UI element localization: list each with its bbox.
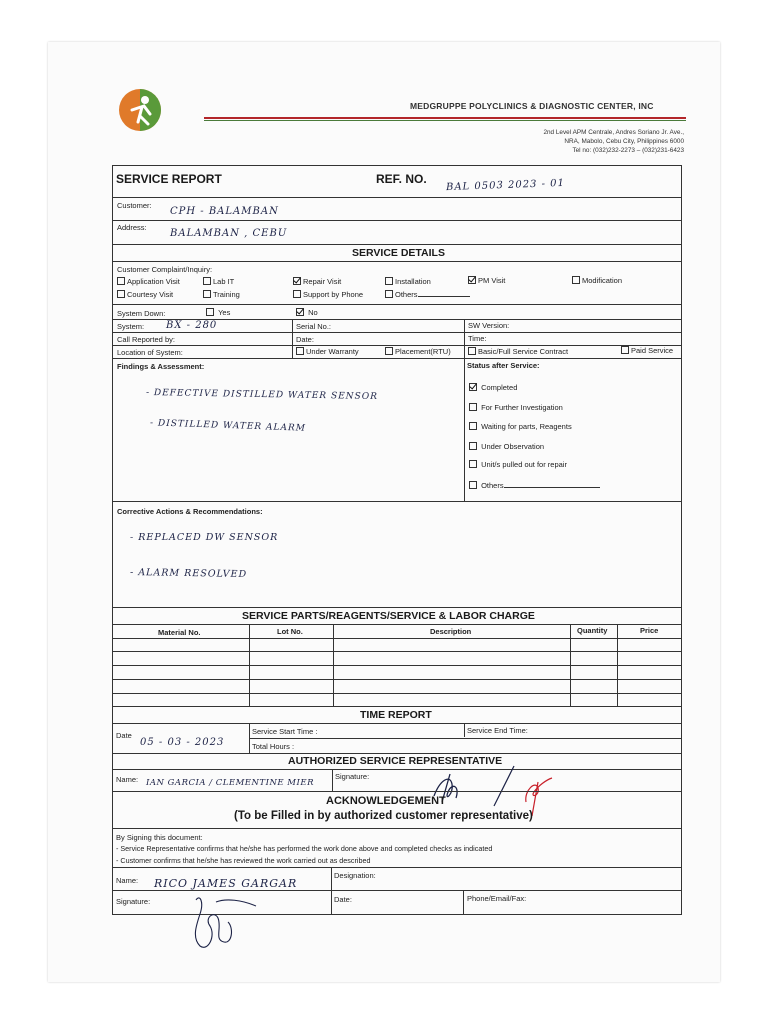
divider bbox=[112, 220, 682, 221]
opt-others[interactable]: Others bbox=[385, 290, 470, 299]
divider bbox=[112, 624, 682, 625]
system-down-label: System Down: bbox=[117, 309, 166, 318]
authorized-heading: AUTHORIZED SERVICE REPRESENTATIVE bbox=[288, 755, 503, 767]
corrective-label: Corrective Actions & Recommendations: bbox=[117, 507, 263, 516]
col-price: Price bbox=[640, 626, 659, 635]
system-down-no[interactable]: No bbox=[296, 308, 318, 317]
serial-label: Serial No.: bbox=[296, 322, 332, 331]
divider bbox=[112, 723, 682, 724]
divider bbox=[112, 197, 682, 198]
checkbox-icon bbox=[621, 346, 629, 354]
table-row bbox=[112, 651, 682, 652]
ref-no-label: REF. NO. bbox=[376, 172, 427, 186]
parts-heading: SERVICE PARTS/REAGENTS/SERVICE & LABOR CHARGE bbox=[242, 610, 535, 622]
ack-line-2: - Customer confirms that he/she has reviewed the work carried out as described bbox=[116, 856, 371, 865]
opt-support-by-phone[interactable]: Support by Phone bbox=[293, 290, 363, 299]
customer-name-value: RICO JAMES GARGAR bbox=[154, 877, 298, 890]
checkbox-icon bbox=[469, 403, 477, 411]
divider bbox=[570, 624, 571, 706]
divider bbox=[112, 501, 682, 502]
divider bbox=[331, 867, 332, 915]
status-label: Status after Service: bbox=[467, 361, 540, 370]
ack-heading: ACKNOWLEDGEMENT bbox=[326, 795, 446, 807]
table-row bbox=[112, 693, 682, 694]
divider bbox=[112, 244, 682, 245]
divider bbox=[464, 319, 465, 501]
sw-version-label: SW Version: bbox=[468, 321, 510, 330]
divider bbox=[112, 706, 682, 707]
system-down-yes[interactable]: Yes bbox=[206, 308, 230, 317]
checkbox-icon bbox=[203, 290, 211, 298]
time-report-heading: TIME REPORT bbox=[360, 709, 432, 721]
address-label: Address: bbox=[117, 223, 147, 232]
divider bbox=[112, 358, 682, 359]
findings-line-1: - DEFECTIVE DISTILLED WATER SENSOR bbox=[145, 387, 378, 403]
checkbox-icon bbox=[469, 442, 477, 450]
divider bbox=[249, 738, 682, 739]
total-hours-label: Total Hours : bbox=[252, 742, 295, 751]
checkbox-icon bbox=[296, 347, 304, 355]
divider bbox=[112, 769, 682, 770]
table-row bbox=[112, 679, 682, 680]
status-waiting-parts[interactable]: Waiting for parts, Reagents bbox=[469, 422, 572, 431]
col-lot-no: Lot No. bbox=[277, 627, 303, 636]
checkbox-icon bbox=[117, 290, 125, 298]
opt-repair-visit[interactable]: Repair Visit bbox=[293, 277, 341, 286]
col-description: Description bbox=[430, 627, 472, 636]
checkbox-icon bbox=[385, 290, 393, 298]
divider bbox=[464, 723, 465, 737]
rep-name-label: Name: bbox=[116, 775, 139, 784]
divider bbox=[249, 624, 250, 706]
findings-label: Findings & Assessment: bbox=[117, 362, 205, 371]
checkbox-icon bbox=[385, 347, 393, 355]
date-value: 05 - 03 - 2023 bbox=[140, 737, 225, 748]
company-name: MEDGRUPPE POLYCLINICS & DIAGNOSTIC CENTER, INC bbox=[410, 101, 654, 111]
opt-courtesy-visit[interactable]: Courtesy Visit bbox=[117, 290, 173, 299]
opt-pm-visit[interactable]: PM Visit bbox=[468, 276, 505, 285]
ack-subheading: (To be Filled in by authorized customer representative) bbox=[234, 810, 533, 822]
service-end-label: Service End Time: bbox=[467, 726, 528, 735]
ack-date-label: Date: bbox=[334, 895, 352, 904]
form-title: SERVICE REPORT bbox=[116, 172, 222, 186]
complaint-label: Customer Complaint/Inquiry: bbox=[117, 265, 213, 274]
status-under-observation[interactable]: Under Observation bbox=[469, 442, 544, 451]
rep-name-value: IAN GARCIA / CLEMENTINE MIER bbox=[146, 778, 314, 788]
divider bbox=[112, 345, 682, 346]
company-address-1: 2nd Level APM Centrale, Andres Soriano Jr. Ave., bbox=[543, 129, 684, 136]
checkbox-checked-icon bbox=[468, 276, 476, 284]
status-pulled-out[interactable]: Unit/s pulled out for repair bbox=[469, 460, 567, 469]
divider bbox=[112, 791, 682, 792]
divider bbox=[617, 624, 618, 706]
checkbox-checked-icon bbox=[293, 277, 301, 285]
checkbox-icon bbox=[469, 422, 477, 430]
divider bbox=[112, 890, 682, 891]
rep-signature-label: Signature: bbox=[335, 772, 370, 781]
corrective-line-2: - ALARM RESOLVED bbox=[129, 566, 248, 581]
col-quantity: Quantity bbox=[577, 626, 608, 635]
designation-label: Designation: bbox=[334, 871, 376, 880]
company-phone: Tel no: (032)232-2273 – (032)231-6423 bbox=[572, 147, 684, 154]
customer-signature-label: Signature: bbox=[116, 897, 151, 906]
divider bbox=[112, 867, 682, 868]
customer-name-label: Name: bbox=[116, 876, 139, 885]
service-details-heading: SERVICE DETAILS bbox=[352, 247, 445, 259]
checkbox-icon bbox=[469, 460, 477, 468]
opt-modification[interactable]: Modification bbox=[572, 276, 622, 285]
divider bbox=[112, 828, 682, 829]
status-others[interactable]: Others bbox=[469, 481, 600, 490]
checkbox-checked-icon bbox=[296, 308, 304, 316]
by-signing-label: By Signing this document: bbox=[116, 833, 203, 842]
time-label: Time: bbox=[468, 334, 487, 343]
checkbox-icon bbox=[206, 308, 214, 316]
customer-label: Customer: bbox=[117, 201, 152, 210]
divider bbox=[112, 753, 682, 754]
divider bbox=[292, 319, 293, 358]
date-label: Date: bbox=[296, 335, 314, 344]
opt-placement[interactable]: Placement(RTU) bbox=[385, 347, 451, 356]
table-row bbox=[112, 638, 682, 639]
opt-basic-contract[interactable]: Basic/Full Service Contract bbox=[468, 347, 568, 356]
date-field-label: Date bbox=[116, 731, 132, 740]
call-reported-label: Call Reported by: bbox=[117, 335, 175, 344]
checkbox-icon bbox=[293, 290, 301, 298]
table-row bbox=[112, 665, 682, 666]
divider bbox=[333, 624, 334, 706]
system-label: System: bbox=[117, 322, 145, 331]
checkbox-icon bbox=[468, 347, 476, 355]
divider bbox=[332, 769, 333, 791]
phone-label: Phone/Email/Fax: bbox=[467, 894, 527, 903]
divider bbox=[463, 890, 464, 915]
address-value: BALAMBAN , CEBU bbox=[170, 228, 288, 239]
status-completed[interactable]: Completed bbox=[469, 383, 517, 392]
status-further-investigation[interactable]: For Further Investigation bbox=[469, 403, 563, 412]
divider bbox=[112, 304, 682, 305]
opt-training[interactable]: Training bbox=[203, 290, 240, 299]
header-rule-green bbox=[204, 120, 686, 121]
company-address-2: NRA, Mabolo, Cebu City, Philippines 6000 bbox=[564, 138, 684, 145]
checkbox-checked-icon bbox=[469, 383, 477, 391]
company-logo-icon bbox=[118, 88, 162, 132]
customer-signature-image bbox=[186, 892, 266, 954]
customer-value: CPH - BALAMBAN bbox=[170, 206, 279, 217]
divider bbox=[112, 261, 682, 262]
corrective-line-1: - REPLACED DW SENSOR bbox=[130, 532, 279, 543]
location-label: Location of System: bbox=[117, 348, 183, 357]
checkbox-icon bbox=[469, 481, 477, 489]
service-start-label: Service Start Time : bbox=[252, 727, 318, 736]
checkbox-icon bbox=[203, 277, 211, 285]
ref-no-value: BAL 0503 2023 - 01 bbox=[445, 177, 566, 194]
header-rule-red bbox=[204, 117, 686, 119]
fill-line bbox=[504, 481, 600, 488]
opt-under-warranty[interactable]: Under Warranty bbox=[296, 347, 359, 356]
opt-installation[interactable]: Installation bbox=[385, 277, 431, 286]
findings-line-2: - DISTILLED WATER ALARM bbox=[149, 418, 307, 434]
checkbox-icon bbox=[572, 276, 580, 284]
opt-lab-it[interactable]: Lab IT bbox=[203, 277, 234, 286]
divider bbox=[112, 607, 682, 608]
opt-application-visit[interactable]: Application Visit bbox=[117, 277, 180, 286]
system-value: BX - 280 bbox=[166, 320, 218, 331]
checkbox-icon bbox=[385, 277, 393, 285]
ack-line-1: - Service Representative confirms that he/she has performed the work done above and completed checks as indicated bbox=[116, 844, 493, 853]
divider bbox=[112, 332, 682, 333]
fill-line bbox=[418, 290, 470, 297]
checkbox-icon bbox=[117, 277, 125, 285]
col-material-no: Material No. bbox=[158, 628, 201, 637]
opt-paid-service[interactable]: Paid Service bbox=[621, 346, 673, 355]
